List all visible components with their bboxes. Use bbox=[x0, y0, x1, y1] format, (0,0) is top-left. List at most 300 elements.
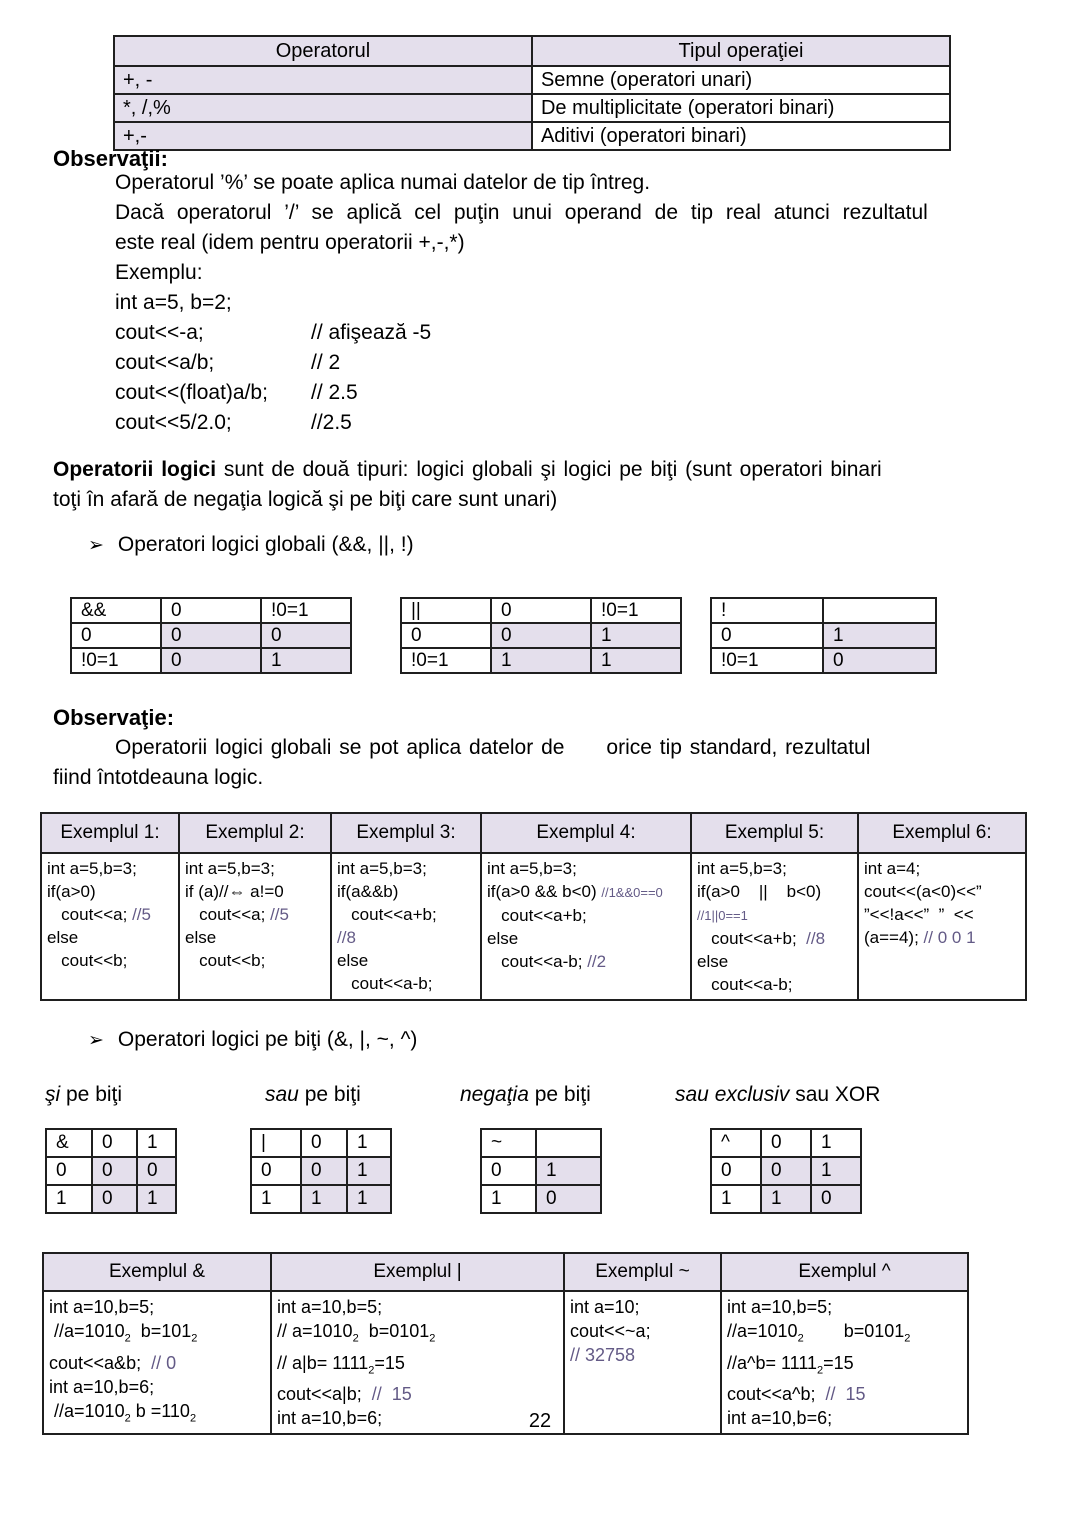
code-text: b =110 bbox=[130, 1400, 190, 1421]
code-comment: // 0 0 1 bbox=[923, 928, 976, 947]
code-text: cout<<-a; bbox=[115, 321, 204, 344]
observatie-paragraph bbox=[53, 733, 870, 793]
code-line bbox=[697, 857, 855, 880]
code-text: cout<<a+b; bbox=[697, 929, 807, 948]
code-line bbox=[49, 1295, 268, 1319]
table-row bbox=[481, 1185, 601, 1213]
code-text: (a==4); bbox=[864, 928, 924, 947]
bit-label-or bbox=[265, 1083, 361, 1107]
table-cell: Exemplul 1: bbox=[41, 813, 179, 853]
table-cell: De multiplicitate (operatori binari) bbox=[532, 94, 950, 122]
table-cell bbox=[41, 853, 179, 1000]
table-cell: Tipul operaţiei bbox=[532, 36, 950, 66]
table-cell: Exemplul 5: bbox=[691, 813, 858, 853]
code-line bbox=[47, 926, 176, 949]
code-line bbox=[337, 880, 478, 903]
code-text: b=0101 bbox=[803, 1321, 905, 1341]
code-line bbox=[49, 1319, 268, 1351]
truth-table bbox=[480, 1128, 602, 1214]
code-text: else bbox=[337, 951, 369, 970]
label-rest: pe biţi bbox=[298, 1083, 361, 1106]
table-cell: Exemplul 6: bbox=[858, 813, 1026, 853]
table-row bbox=[251, 1129, 391, 1157]
table-row bbox=[71, 623, 351, 648]
code-text: 2 bbox=[352, 1332, 359, 1345]
code-text: int a=10; bbox=[570, 1297, 640, 1317]
code-comment: // 2 bbox=[311, 351, 341, 374]
table-row bbox=[114, 36, 950, 66]
text-line bbox=[53, 455, 1053, 485]
truth-table bbox=[250, 1128, 392, 1214]
bullet-global-label: Operatori logici globali (&&, ||, !) bbox=[117, 533, 414, 556]
code-text: int a=5,b=3; bbox=[487, 859, 577, 878]
table-cell: 1 bbox=[591, 623, 681, 648]
code-line bbox=[864, 903, 1023, 926]
code-line bbox=[47, 903, 176, 926]
table-cell: 0 bbox=[761, 1129, 811, 1157]
code-line bbox=[47, 857, 176, 880]
truth-table bbox=[710, 1128, 862, 1214]
table-row bbox=[401, 598, 681, 623]
code-line bbox=[487, 950, 688, 973]
code-example-block bbox=[115, 288, 928, 438]
table-cell: !0=1 bbox=[71, 648, 161, 673]
code-line bbox=[47, 949, 176, 972]
code-line bbox=[727, 1351, 965, 1383]
truth-table-or bbox=[400, 597, 682, 674]
code-line bbox=[337, 926, 478, 949]
code-text: cout<<a/b; bbox=[115, 351, 215, 374]
code-text: int a=5,b=3; bbox=[47, 859, 137, 878]
table-row bbox=[711, 1185, 861, 1213]
table-row bbox=[46, 1129, 176, 1157]
code-text: cout<<a&b; bbox=[49, 1352, 152, 1373]
table-cell: 1 bbox=[811, 1157, 861, 1185]
truth-table bbox=[45, 1128, 177, 1214]
code-line bbox=[570, 1343, 718, 1367]
table-cell: 0 bbox=[491, 623, 591, 648]
table-cell: 1 bbox=[347, 1129, 391, 1157]
bit-examples-table bbox=[42, 1252, 969, 1435]
code-text: int a=10,b=5; bbox=[727, 1297, 833, 1317]
logic-intro-rest: sunt de două tipuri: logici globali şi logici pe biţi (sunt operatori binari bbox=[216, 458, 882, 481]
arrow-bullet-icon: ➢ bbox=[88, 1030, 104, 1051]
code-text: cout<<a+b; bbox=[487, 906, 587, 925]
code-text: int a=10,b=5; bbox=[49, 1297, 155, 1317]
logic-intro-bold: Operatorii logici bbox=[53, 458, 217, 481]
code-comment: // 15 bbox=[371, 1384, 412, 1405]
code-text: else bbox=[185, 928, 217, 947]
code-line bbox=[727, 1295, 965, 1319]
bullet-bits-label: Operatori logici pe biţi (&, |, ~, ^) bbox=[117, 1028, 418, 1051]
code-text: b=0101 bbox=[358, 1321, 430, 1341]
code-text: int a=4; bbox=[864, 859, 921, 878]
code-text: 2 bbox=[189, 1412, 197, 1425]
code-line bbox=[727, 1319, 965, 1351]
table-cell: 0 bbox=[301, 1129, 347, 1157]
code-comment: // 32758 bbox=[570, 1345, 636, 1365]
code-text: cout<<a^b; bbox=[727, 1384, 826, 1405]
label-em: sau exclusiv bbox=[675, 1083, 790, 1106]
table-cell: 0 bbox=[137, 1157, 176, 1185]
table-cell: 1 bbox=[761, 1185, 811, 1213]
code-text: //a=1010 bbox=[727, 1321, 798, 1341]
code-text: int a=5, b=2; bbox=[115, 291, 232, 314]
code-text: cout<<5/2.0; bbox=[115, 411, 232, 434]
table-row bbox=[481, 1129, 601, 1157]
code-line bbox=[337, 949, 478, 972]
code-line bbox=[115, 408, 928, 438]
code-line bbox=[277, 1351, 561, 1383]
bullet-global-operators bbox=[88, 533, 414, 557]
table-row bbox=[114, 94, 950, 122]
table-cell bbox=[691, 853, 858, 1000]
label-em: sau bbox=[265, 1083, 299, 1106]
table-cell: Exemplul 2: bbox=[179, 813, 331, 853]
table-cell: !0=1 bbox=[401, 648, 491, 673]
table-cell: 1 bbox=[137, 1185, 176, 1213]
bit-table-or bbox=[250, 1128, 392, 1214]
table-cell: 1 bbox=[261, 648, 351, 673]
table-cell: && bbox=[71, 598, 161, 623]
operators-type-table bbox=[113, 35, 951, 151]
code-text: // a=1010 bbox=[277, 1321, 353, 1341]
observatii-paragraph bbox=[115, 168, 928, 438]
code-line bbox=[277, 1382, 561, 1406]
observatie-heading: Observaţie: bbox=[53, 705, 175, 730]
code-text: b=101 bbox=[130, 1321, 192, 1341]
table-cell: Exemplul 3: bbox=[331, 813, 481, 853]
logic-examples-table bbox=[40, 812, 1027, 1001]
code-comment: //2 bbox=[587, 952, 607, 971]
table-cell: 0 bbox=[161, 623, 261, 648]
code-line bbox=[277, 1295, 561, 1319]
code-text: 2 bbox=[429, 1332, 436, 1345]
code-text: if (a)//⇔ a!=0 bbox=[185, 882, 284, 901]
code-text: else bbox=[697, 952, 729, 971]
code-line bbox=[864, 857, 1023, 880]
code-comment: // 0 bbox=[151, 1352, 177, 1373]
code-text: //a=1010 bbox=[49, 1400, 125, 1421]
code-line bbox=[864, 880, 1023, 903]
code-line bbox=[697, 903, 855, 927]
code-text: cout<<~a; bbox=[570, 1321, 651, 1341]
table-cell: 0 bbox=[711, 623, 823, 648]
table-cell: Operatorul bbox=[114, 36, 532, 66]
table-row bbox=[711, 648, 936, 673]
code-text: 2 bbox=[797, 1332, 804, 1345]
table-cell bbox=[331, 853, 481, 1000]
table-cell: +,- bbox=[114, 122, 532, 150]
table-cell: 0 bbox=[161, 648, 261, 673]
code-line bbox=[337, 857, 478, 880]
table-cell: 1 bbox=[491, 648, 591, 673]
table-cell: 0 bbox=[161, 598, 261, 623]
table-row bbox=[114, 122, 950, 150]
table-row bbox=[251, 1157, 391, 1185]
code-comment: // 15 bbox=[825, 1384, 866, 1405]
code-text: //a^b= 1111 bbox=[727, 1352, 818, 1373]
table-cell: 1 bbox=[301, 1185, 347, 1213]
code-line bbox=[185, 903, 328, 926]
table-cell: Exemplul | bbox=[271, 1253, 564, 1291]
code-text: cout<<a+b; bbox=[337, 905, 437, 924]
table-cell: 1 bbox=[347, 1157, 391, 1185]
table-row bbox=[251, 1185, 391, 1213]
code-text: // a|b= 1111 bbox=[277, 1352, 369, 1373]
truth-table bbox=[400, 597, 682, 674]
code-line bbox=[337, 903, 478, 926]
bit-table-and bbox=[45, 1128, 177, 1214]
table-cell: ^ bbox=[711, 1129, 761, 1157]
code-text: cout<<a-b; bbox=[697, 975, 793, 994]
table-cell: | bbox=[251, 1129, 301, 1157]
bullet-bit-operators bbox=[88, 1028, 417, 1052]
code-text: cout<<(a<0)<<” bbox=[864, 882, 982, 901]
code-text: cout<<a; bbox=[185, 905, 271, 924]
table-cell: 0 bbox=[401, 623, 491, 648]
table-cell bbox=[179, 853, 331, 1000]
bit-table-xor bbox=[710, 1128, 862, 1214]
code-text: cout<<(float)a/b; bbox=[115, 381, 268, 404]
table-cell: 0 bbox=[823, 648, 936, 673]
code-line bbox=[47, 880, 176, 903]
table-cell: 0 bbox=[811, 1185, 861, 1213]
code-line bbox=[337, 972, 478, 995]
code-line bbox=[697, 927, 855, 950]
arrow-bullet-icon: ➢ bbox=[88, 535, 104, 556]
code-text: int a=5,b=3; bbox=[337, 859, 427, 878]
bit-label-xor bbox=[675, 1083, 880, 1107]
code-line bbox=[185, 926, 328, 949]
text-line: Dacă operatorul ’/’ se aplică cel puţin unui operand de tip real atunci rezultatul bbox=[115, 201, 928, 224]
code-line bbox=[487, 927, 688, 950]
logic-intro-paragraph bbox=[53, 455, 1053, 515]
table-cell: 0 bbox=[536, 1185, 601, 1213]
code-line bbox=[697, 880, 855, 903]
code-text: cout<<b; bbox=[185, 951, 266, 970]
bit-table-not bbox=[480, 1128, 602, 1214]
label-em: şi bbox=[45, 1083, 61, 1106]
table-cell: Exemplul & bbox=[43, 1253, 271, 1291]
text-line: toţi în afară de negaţia logică şi pe biţi care sunt unari) bbox=[53, 488, 558, 511]
table-cell: 0 bbox=[92, 1185, 137, 1213]
table-cell: 1 bbox=[591, 648, 681, 673]
table-cell: 1 bbox=[711, 1185, 761, 1213]
table-cell: 0 bbox=[711, 1157, 761, 1185]
label-rest: sau XOR bbox=[789, 1083, 881, 1106]
table-cell: Exemplul ~ bbox=[564, 1253, 721, 1291]
code-line bbox=[115, 378, 928, 408]
exemplu-label: Exemplu: bbox=[115, 261, 203, 284]
table-row bbox=[71, 648, 351, 673]
code-text: 2 bbox=[124, 1412, 131, 1425]
code-text: ”<<!a<<” ” << bbox=[864, 905, 974, 924]
truth-table-and bbox=[70, 597, 352, 674]
table-row bbox=[114, 66, 950, 94]
table-cell: 1 bbox=[536, 1157, 601, 1185]
code-text: =15 bbox=[374, 1352, 405, 1373]
table-row bbox=[401, 623, 681, 648]
table-cell bbox=[536, 1129, 601, 1157]
examples-table bbox=[42, 1252, 969, 1435]
code-comment: //1&&0==0 bbox=[601, 885, 663, 900]
table-cell: 0 bbox=[92, 1157, 137, 1185]
table-cell: 0 bbox=[491, 598, 591, 623]
table-cell: 0 bbox=[261, 623, 351, 648]
code-text: int a=10,b=6; bbox=[277, 1408, 383, 1429]
code-comment: // 2.5 bbox=[311, 381, 358, 404]
code-text: 2 bbox=[191, 1332, 198, 1345]
table-row bbox=[41, 813, 1026, 853]
code-line bbox=[487, 857, 688, 880]
code-line bbox=[570, 1319, 718, 1343]
table-cell: 1 bbox=[46, 1185, 92, 1213]
table-cell: !0=1 bbox=[711, 648, 823, 673]
truth-table bbox=[710, 597, 937, 674]
operators-table bbox=[113, 35, 951, 151]
code-line bbox=[185, 857, 328, 880]
code-text: 2 bbox=[904, 1332, 911, 1345]
code-text: if(a>0 && b<0) bbox=[487, 882, 602, 901]
table-cell: 1 bbox=[137, 1129, 176, 1157]
code-text: if(a&&b) bbox=[337, 882, 399, 901]
table-row bbox=[46, 1157, 176, 1185]
code-line bbox=[697, 973, 855, 996]
table-cell: 0 bbox=[251, 1157, 301, 1185]
code-comment: //5 bbox=[132, 905, 151, 924]
observatie-text-b: orice tip standard, rezultatul bbox=[606, 736, 871, 759]
code-line bbox=[727, 1382, 965, 1406]
code-line bbox=[49, 1351, 268, 1375]
label-em: negaţia bbox=[460, 1083, 529, 1106]
code-line bbox=[864, 926, 1023, 949]
truth-table-not bbox=[710, 597, 937, 674]
text-line: este real (idem pentru operatorii +,-,*) bbox=[115, 231, 465, 254]
table-cell: & bbox=[46, 1129, 92, 1157]
table-cell: 1 bbox=[481, 1185, 536, 1213]
table-cell: 0 bbox=[92, 1129, 137, 1157]
table-cell: 1 bbox=[347, 1185, 391, 1213]
table-row bbox=[481, 1157, 601, 1185]
table-row bbox=[71, 598, 351, 623]
text-line: fiind întotdeauna logic. bbox=[53, 766, 264, 789]
code-line bbox=[570, 1295, 718, 1319]
bit-label-not bbox=[460, 1083, 591, 1107]
table-cell: || bbox=[401, 598, 491, 623]
bit-label-and bbox=[45, 1083, 122, 1107]
table-cell: 0 bbox=[761, 1157, 811, 1185]
table-cell: +, - bbox=[114, 66, 532, 94]
code-text: cout<<a-b; bbox=[487, 952, 588, 971]
table-cell: 1 bbox=[823, 623, 936, 648]
code-text: //a=1010 bbox=[49, 1321, 125, 1341]
code-line bbox=[185, 880, 328, 903]
label-rest: pe biţi bbox=[60, 1083, 123, 1106]
examples-table bbox=[40, 812, 1027, 1001]
table-cell: !0=1 bbox=[261, 598, 351, 623]
code-comment: // afişează -5 bbox=[311, 321, 432, 344]
code-line bbox=[49, 1375, 268, 1399]
code-comment: //2.5 bbox=[311, 411, 352, 434]
table-cell: 0 bbox=[301, 1157, 347, 1185]
table-row bbox=[43, 1253, 968, 1291]
table-row bbox=[711, 1129, 861, 1157]
table-cell bbox=[823, 598, 936, 623]
table-cell: 1 bbox=[811, 1129, 861, 1157]
code-text: if(a>0) bbox=[47, 882, 96, 901]
code-text: else bbox=[47, 928, 79, 947]
code-line bbox=[277, 1319, 561, 1351]
table-cell: 1 bbox=[251, 1185, 301, 1213]
code-line bbox=[185, 949, 328, 972]
code-line bbox=[115, 318, 928, 348]
page-number: 22 bbox=[528, 1410, 552, 1432]
code-comment: //8 bbox=[337, 928, 356, 947]
code-text: if(a>0 || b<0) bbox=[697, 882, 822, 901]
observatie-text-a: Operatorii logici globali se pot aplica datelor de bbox=[115, 736, 565, 759]
table-row bbox=[46, 1185, 176, 1213]
table-row bbox=[711, 623, 936, 648]
table-cell: Exemplul 4: bbox=[481, 813, 691, 853]
code-comment: //8 bbox=[806, 929, 826, 948]
table-cell: 0 bbox=[46, 1157, 92, 1185]
code-text: else bbox=[487, 929, 519, 948]
code-text: 2 bbox=[817, 1364, 824, 1377]
table-cell: ! bbox=[711, 598, 823, 623]
code-text: int a=10,b=6; bbox=[49, 1376, 155, 1397]
table-cell: 0 bbox=[71, 623, 161, 648]
code-line bbox=[487, 880, 688, 904]
observatii-heading: Observaţii: bbox=[53, 146, 168, 171]
code-comment: //1||0==1 bbox=[697, 908, 748, 923]
table-cell: Aditivi (operatori binari) bbox=[532, 122, 950, 150]
text-line: Operatorul ’%’ se poate aplica numai datelor de tip întreg. bbox=[115, 171, 651, 194]
table-cell: ~ bbox=[481, 1129, 536, 1157]
table-cell: 0 bbox=[481, 1157, 536, 1185]
text-line bbox=[53, 733, 870, 763]
code-text: 2 bbox=[368, 1364, 375, 1377]
code-text: cout<<a|b; bbox=[277, 1384, 372, 1405]
code-text: int a=10,b=5; bbox=[277, 1297, 383, 1317]
code-text: int a=5,b=3; bbox=[185, 859, 275, 878]
code-text: 2 bbox=[124, 1332, 131, 1345]
code-text: cout<<b; bbox=[47, 951, 128, 970]
table-row bbox=[711, 598, 936, 623]
table-cell: *, /,% bbox=[114, 94, 532, 122]
code-text: int a=10,b=6; bbox=[727, 1408, 833, 1429]
code-text: int a=5,b=3; bbox=[697, 859, 787, 878]
table-cell bbox=[858, 853, 1026, 1000]
table-cell bbox=[481, 853, 691, 1000]
label-rest: pe biţi bbox=[528, 1083, 591, 1106]
truth-table bbox=[70, 597, 352, 674]
table-row bbox=[711, 1157, 861, 1185]
table-cell: !0=1 bbox=[591, 598, 681, 623]
table-row bbox=[401, 648, 681, 673]
table-cell: Exemplul ^ bbox=[721, 1253, 968, 1291]
table-cell: Semne (operatori unari) bbox=[532, 66, 950, 94]
table-row bbox=[41, 853, 1026, 1000]
code-line bbox=[697, 950, 855, 973]
code-line bbox=[487, 904, 688, 927]
code-text: =15 bbox=[823, 1352, 854, 1373]
code-text: cout<<a; bbox=[47, 905, 133, 924]
code-line bbox=[115, 288, 928, 318]
code-text: cout<<a-b; bbox=[337, 974, 433, 993]
code-comment: //5 bbox=[270, 905, 289, 924]
code-line bbox=[115, 348, 928, 378]
